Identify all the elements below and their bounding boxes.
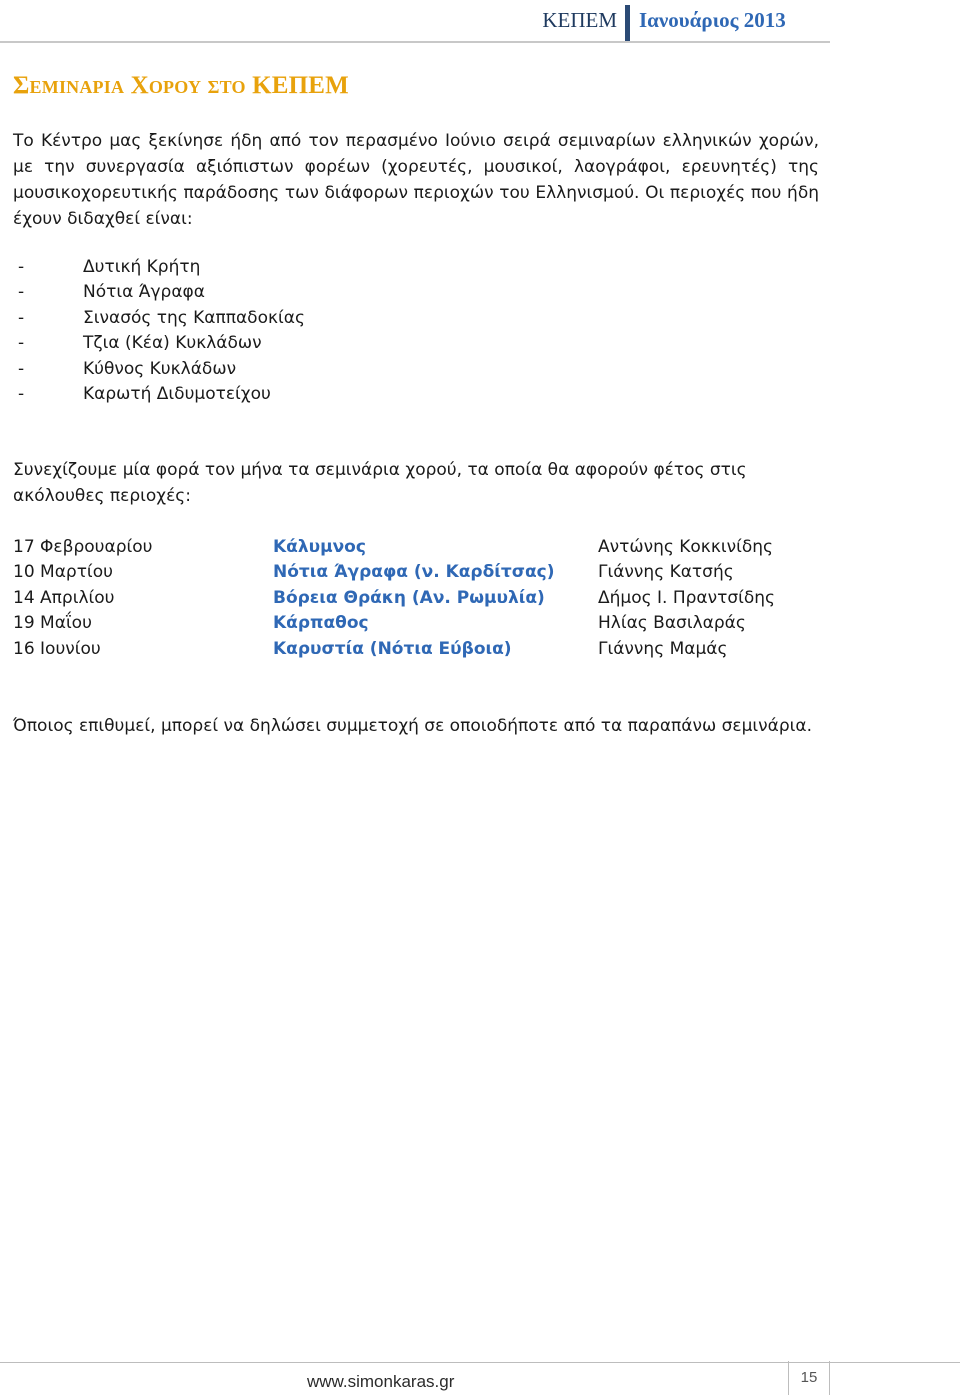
header-divider: [625, 5, 630, 41]
header-org: ΚΕΠΕΜ: [542, 8, 617, 32]
header-date: Ιανουάριος 2013: [639, 8, 786, 32]
list-item: [13, 331, 305, 356]
schedule-row: [13, 637, 813, 662]
page-number: 15: [788, 1361, 830, 1395]
footer-website-link[interactable]: www.simonkaras.gr: [307, 1372, 455, 1391]
schedule-teacher: Δήμος Ι. Πραντσίδης: [598, 587, 776, 608]
page-header: [0, 0, 960, 44]
seminar-schedule: [13, 535, 813, 662]
schedule-place: Κάλυμνος: [273, 537, 366, 557]
list-item: [13, 306, 305, 331]
region-name: Τζια (Κέα) Κυκλάδων: [83, 333, 262, 354]
region-name: Δυτική Κρήτη: [83, 257, 201, 277]
schedule-row: [13, 535, 813, 560]
schedule-place: Νότια Άγραφα (ν. Καρδίτσας): [273, 562, 555, 583]
intro-text: Το Κέντρο μας ξεκίνησε ήδη από τον περασμένο Ιούνιο σειρά σεμιναρίων ελληνικών χορών, με την συνεργασία αξιόπιστων φορέων (χορευτές, μουσικοί, λαογράφοι, ερευνητές) της μουσικοχορευτικής παράδοσης των διάφορων περιοχών του Ελληνισμού.: [13, 131, 819, 203]
schedule-date: 14 Απριλίου: [13, 587, 115, 608]
schedule-date: 16 Ιουνίου: [13, 638, 101, 659]
page-title: Σεμιναρια Χορου στο ΚΕΠΕΜ: [13, 72, 349, 99]
schedule-place: Βόρεια Θράκη (Αν. Ρωμυλία): [273, 587, 545, 608]
header-rule: [0, 41, 830, 43]
schedule-row: [13, 560, 813, 585]
intro-paragraph: [13, 128, 819, 232]
list-item: [13, 280, 305, 305]
list-item: [13, 255, 305, 280]
taught-regions-list: [13, 255, 305, 407]
schedule-date: 17 Φεβρουαρίου: [13, 537, 153, 557]
region-name: Νότια Άγραφα: [83, 282, 205, 303]
list-dash: -: [18, 333, 25, 354]
list-dash: -: [18, 358, 25, 379]
schedule-teacher: Αντώνης Κοκκινίδης: [598, 537, 773, 557]
list-item: [13, 357, 305, 382]
region-name: Σινασός της Καππαδοκίας: [83, 307, 305, 328]
region-name: Κύθνος Κυκλάδων: [83, 358, 237, 379]
list-dash: -: [18, 257, 25, 277]
list-item: [13, 382, 305, 407]
schedule-date: 19 Μαΐου: [13, 613, 92, 634]
schedule-row: [13, 586, 813, 611]
continue-paragraph: Συνεχίζουμε μία φορά τον μήνα τα σεμινάρια χορού, τα οποία θα αφορούν φέτος στις ακόλουθες περιοχές:: [13, 460, 747, 506]
closing-paragraph: Όποιος επιθυμεί, μπορεί να δηλώσει συμμετοχή σε οποιοδήποτε από τα παραπάνω σεμινάρια.: [13, 716, 812, 736]
schedule-row: [13, 611, 813, 636]
schedule-teacher: Ηλίας Βασιλαράς: [598, 613, 746, 634]
list-dash: -: [18, 383, 25, 404]
schedule-teacher: Γιάννης Μαμάς: [598, 638, 728, 659]
schedule-place: Κάρπαθος: [273, 613, 369, 634]
schedule-teacher: Γιάννης Κατσής: [598, 562, 734, 583]
list-dash: -: [18, 282, 25, 303]
schedule-place: Καρυστία (Νότια Εύβοια): [273, 638, 512, 659]
list-dash: -: [18, 307, 25, 328]
schedule-date: 10 Μαρτίου: [13, 562, 113, 583]
region-name: Καρωτή Διδυμοτείχου: [83, 383, 271, 404]
intro-text-cont: Οι περιοχές που ήδη έχουν διδαχθεί είναι:: [13, 183, 819, 229]
